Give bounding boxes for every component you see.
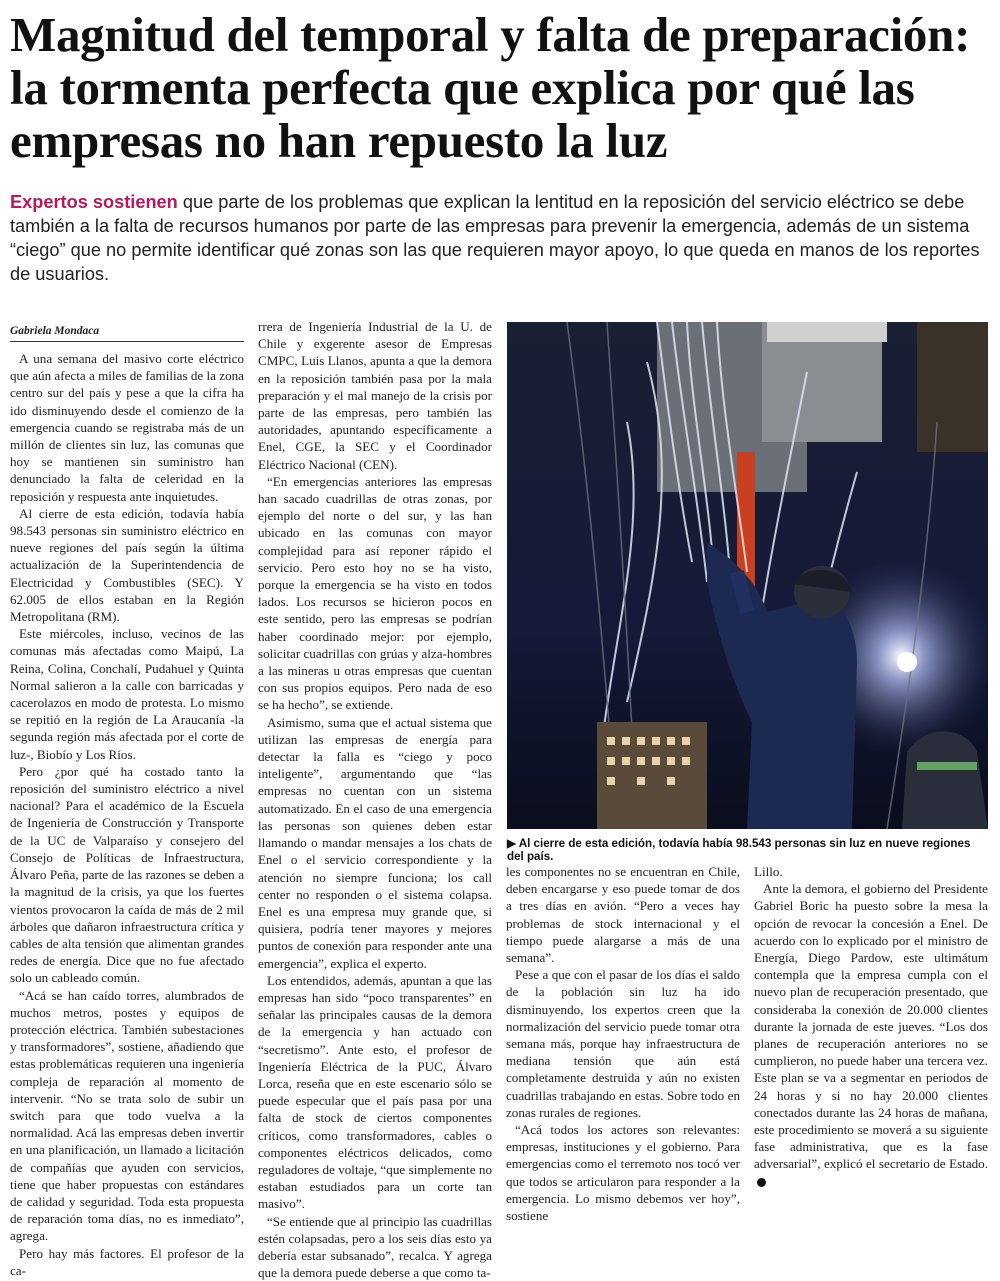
body-paragraph: Pero ¿por qué ha costado tanto la reposición del suministro eléctrico a nivel nacional? Para el académico de la Escuela de Ingeniería de Construcción y Transporte de la UC de Valparaíso y consejero del Consejo de Políticas de Infraestructura, Álvaro Peña, parte de las razones se deben a la magnitud de la crisis, ya que los fuertes vientos provocaron la caída de más de 2 mil árboles que dañaron infraestructura crítica y cables de alta tensión que alimentan grandes redes de energía. Dice que no fue afectado solo un cableado común. [10,763,244,986]
body-column-4 [754,863,988,1190]
body-column-2 [258,318,492,1281]
lead-text: que parte de los problemas que explican la lentitud en la reposición del servicio eléctrico se debe también a la falta de recursos humanos por parte de las empresas para prevenir la emergencia, además de un sistema “ciego” que no permite identificar qué zonas son las que requieren mayor apoyo, lo que queda en manos de los reportes de usuarios. [10,192,980,284]
article-photo [507,322,988,829]
end-mark-icon [757,1178,766,1187]
lead-paragraph [10,190,990,286]
body-paragraph-last [754,880,988,1190]
body-paragraph: les componentes no se encuentran en Chile, deben encargarse y eso puede tomar de dos a tres días en avión. “Pero a veces hay problemas de stock internacional y el tiempo puede alargarse a más de una semana”. [506,864,740,966]
body-paragraph: “Acá se han caído torres, alumbrados de muchos metros, postes y equipos de protección eléctrica. También subestaciones y transformadores”, sostiene, añadiendo que estas problemáticas requieren una ingeniería compleja de reparación al momento de intervenir. “No se trata solo de subir un switch para que todo vuelva a la normalidad. Acá las empresas deben invertir en una planificación, un llamado a licitación de compañías que ayuden con servicios, tiene que haber propuestas con estándares de calidad y seguridad. Toda esta propuesta de reparación toma días, no es inmediato”, agrega. [10,987,244,1244]
body-paragraph: Asimismo, suma que el actual sistema que utilizan las empresas de energía para detectar la falla es “ciego y poco inteligente”, argumentando que “las empresas no cuentan con un sistema automatizado. En el caso de una emergencia las personas son quienes deben estar llamando o mandar mensajes a los chats de Enel o el servicio correspondiente y la atención no siempre funciona; los call center no responden o el sistema colapsa. Enel es una empresa muy grande que, si quisiera, podría tener mayores y mejores puntos de conexión para responder ante una emergencia”, explica el experto. [258,714,492,971]
body-paragraph: Los entendidos, además, apuntan a que las empresas han sido “poco transparentes” en señalar las principales causas de la demora de la emergencia y han actuado con “secretismo”. Ante esto, el profesor de Ingeniería Eléctrica de la PUC, Álvaro Lorca, reseña que en este escenario sólo se puede especular que el país pasa por una falta de stock de ciertos componentes críticos, como transformadores, cables o componentes eléctricos delicados, como reguladores de voltaje, “que simplemente no estaban estudiados para un corte tan masivo”. [258,972,492,1212]
body-column-3 [506,863,740,1224]
byline: Gabriela Mondaca [10,325,244,342]
lead-kicker: Expertos sostienen [10,192,178,212]
body-paragraph: Al cierre de esta edición, todavía había 98.543 personas sin suministro eléctrico en nueve regiones del país según la última actualización de la Superintendencia de Electricidad y Combustibles (SEC). Y 62.005 de ellos estaban en la Región Metropolitana (RM). [10,505,244,625]
body-paragraph: Pero hay más factores. El profesor de la ca- [10,1245,244,1278]
body-paragraph: “Se entiende que al principio las cuadrillas estén colapsadas, pero a los seis días esto ya debería estar subsanado”, recalca. Y agrega que la demora puede deberse a que como ta- [258,1213,492,1281]
body-paragraph: A una semana del masivo corte eléctrico que aún afecta a miles de familias de la zona centro sur del país y pese a que la cifra ha ido disminuyendo desde el comienzo de la emergencia cuando se registraba más de un millón de clientes sin luz, las comunas que hoy se mantienen sin suministro han denunciado la falta de celeridad en la reposición y respuesta ante inquietudes. [10,351,244,504]
body-paragraph: “En emergencias anteriores las empresas han sacado cuadrillas de otras zonas, por ejemplo del norte o del sur, y las han ubicado en las comunas con mayor complejidad para así reponer rápido el servicio. Pero esto hoy no se ha visto, porque la emergencia se ha visto en todos lados. Los recursos se hicieron pocos en este sentido, pero las empresas se podrían haber coordinado mejor: por ejemplo, solicitar cuadrillas con grúas y alza-hombres a las mineras u otras empresas que cuentan con sus propios equipos. Pero nada de eso se ha hecho”, se extiende. [258,473,492,713]
body-paragraph-text: Ante la demora, el gobierno del Presidente Gabriel Boric ha puesto sobre la mesa la opción de revocar la concesión a Enel. De acuerdo con lo explicado por el ministro de Energía, Diego Pardow, este ultimátum contempla que la empresa cumpla con el nuevo plan de recuperación presentado, que consideraba la conexión de 20.000 clientes durante la jornada de este jueves. “Los dos planes de recuperación anteriores no se cumplieron, no puede haber una tercera vez. Este plan se va a segmentar en periodos de 24 horas y si no hay 20.000 clientes conectados durante las 24 horas de mañana, este procedimiento se moverá a su siguiente fase administrativa, que es la fase adversarial”, explicó el secretario de Estado. [754,881,988,1172]
body-paragraph: Este miércoles, incluso, vecinos de las comunas más afectadas como Maipú, La Reina, Colina, Conchalí, Pudahuel y Quinta Normal salieron a la calle con barricadas y cacerolazos en modo de protesta. Lo mismo se repitió en la región de La Araucanía -la segunda región más afectada por el corte de luz-, Biobío y Los Ríos. [10,626,244,762]
worker-repairing-power-lines-image [507,322,988,829]
body-paragraph: Lillo. [754,864,783,879]
body-paragraph: “Acá todos los actores son relevantes: empresas, instituciones y el gobierno. Para emergencias como el terremoto nos tocó ver que todos se articularon para responder a la emergencia. Lo mismo debemos ver hoy”, sostiene [506,1122,740,1224]
body-paragraph: Pese a que con el pasar de los días el saldo de la población sin luz ha ido disminuyendo, los expertos creen que la normalización del servicio puede tomar otra semana más, porque hay infraestructura de mediana tensión que aún está completamente destruida y aún no existen cuadrillas trabajando en estas. Sobre todo en zonas rurales de regiones. [506,967,740,1120]
photo-caption: ▶ Al cierre de esta edición, todavía había 98.543 personas sin luz en nueve regiones del país. [507,837,971,863]
body-column-1 [10,350,244,1279]
body-paragraph: rrera de Ingeniería Industrial de la U. de Chile y exgerente asesor de Empresas CMPC, Luis Llanos, apunta a que la demora en la reposición también pasa por la mala preparación y el mal manejo de la crisis por parte de las empresas, pero también las autoridades, apuntando específicamente a Enel, CGE, la SEC y el Coordinador Eléctrico Nacional (CEN). [258,319,492,472]
headline: Magnitud del temporal y falta de preparación: la tormenta perfecta que explica por qué las empresas no han repuesto la luz [10,7,971,168]
